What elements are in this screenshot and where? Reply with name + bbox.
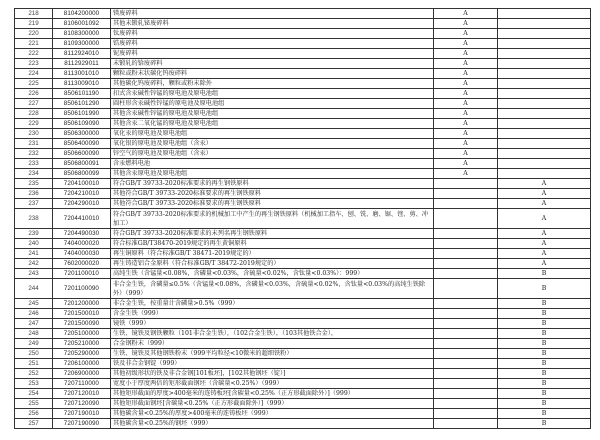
table-row: [15, 259, 591, 269]
table-row: [15, 29, 591, 39]
category-col-a: [434, 259, 498, 269]
category-col-a: [434, 229, 498, 239]
category-col-a: [434, 379, 498, 389]
category-col-b: B: [498, 349, 591, 359]
item-description: 镁废碎料: [111, 9, 434, 19]
table-row: [15, 209, 591, 229]
category-col-b: B: [498, 359, 591, 369]
table-row: [15, 269, 591, 279]
item-description: 高纯生铁（含锰量<0.08%，含磷量<0.03%，含硫量<0.02%，含钛量<0.03%）：999）: [111, 269, 434, 279]
hs-code: 7204100010: [53, 179, 111, 189]
category-col-b: B: [498, 339, 591, 349]
row-number: 236: [15, 189, 53, 199]
item-description: 生铁、镜铁及其他钢铁粉末（999平均粒径<10微米的超细铁粉）: [111, 349, 434, 359]
category-col-b: B: [498, 369, 591, 379]
hs-code: 7404000030: [53, 249, 111, 259]
table-row: [15, 379, 591, 389]
row-number: 257: [15, 419, 53, 429]
category-col-b: [498, 149, 591, 159]
row-number: 251: [15, 359, 53, 369]
category-col-b: B: [498, 379, 591, 389]
row-number: 229: [15, 119, 53, 129]
item-description: 未锻轧的铪废碎料: [111, 59, 434, 69]
table-row: [15, 339, 591, 349]
category-col-a: [434, 369, 498, 379]
hs-code: 8506300000: [53, 129, 111, 139]
category-col-b: [498, 39, 591, 49]
table-row: [15, 419, 591, 429]
item-description: 其他碳含量<0.25%的厚度>400毫米的连铸板坯（999）: [111, 409, 434, 419]
hs-code: 7207120090: [53, 399, 111, 409]
category-col-b: A: [498, 189, 591, 199]
table-row: [15, 279, 591, 299]
category-col-b: B: [498, 409, 591, 419]
row-number: 245: [15, 299, 53, 309]
table-row: [15, 309, 591, 319]
row-number: 224: [15, 69, 53, 79]
item-description: 其他符合GB/T 39733-2020标准要求的再生钢铁原料: [111, 189, 434, 199]
row-number: 232: [15, 149, 53, 159]
category-col-b: B: [498, 269, 591, 279]
row-number: 218: [15, 9, 53, 19]
item-description: 锆废碎料: [111, 39, 434, 49]
category-col-a: [434, 329, 498, 339]
table-row: [15, 119, 591, 129]
table-row: [15, 319, 591, 329]
category-col-b: [498, 19, 591, 29]
row-number: 238: [15, 209, 53, 229]
category-col-b: [498, 99, 591, 109]
item-description: 其他碳化钨废碎料，颗粒或粉末除外: [111, 79, 434, 89]
table-row: [15, 229, 591, 239]
item-description: 宽度小于厚度两倍的矩形截面钢坯（含碳量<0.25%）（999）: [111, 379, 434, 389]
category-col-b: B: [498, 319, 591, 329]
item-description: 氧化汞的原电池及原电池组: [111, 129, 434, 139]
hs-code: 7404000020: [53, 239, 111, 249]
item-description: 其他含汞二氧化锰的原电池及原电池组: [111, 119, 434, 129]
category-col-b: B: [498, 399, 591, 409]
category-col-b: A: [498, 199, 591, 209]
hs-code: 7201500090: [53, 319, 111, 329]
hs-code: 7204410010: [53, 209, 111, 229]
item-description: 镜铁（999）: [111, 319, 434, 329]
item-description: 合金钢粉末（999）: [111, 339, 434, 349]
item-description: 其他含汞原电池及原电池组: [111, 169, 434, 179]
hs-code: 7206900000: [53, 369, 111, 379]
item-description: 钛废碎料: [111, 29, 434, 39]
table-row: [15, 399, 591, 409]
table-row: [15, 19, 591, 29]
row-number: 240: [15, 239, 53, 249]
row-number: 219: [15, 19, 53, 29]
row-number: 243: [15, 269, 53, 279]
category-col-b: A: [498, 239, 591, 249]
item-description: 其他初级形状的铁及非合金钢[101板坯]，[102其他钢坯（锭）]: [111, 369, 434, 379]
item-description: 其他未锻轧铋废碎料: [111, 19, 434, 29]
table-row: [15, 349, 591, 359]
hs-code: 7204490030: [53, 229, 111, 239]
category-col-b: A: [498, 209, 591, 229]
category-col-b: [498, 59, 591, 69]
category-col-a: A: [434, 109, 498, 119]
category-col-a: A: [434, 159, 498, 169]
category-col-b: [498, 49, 591, 59]
item-description: 颗粒或粉末状碳化钨废碎料: [111, 69, 434, 79]
hs-code: 7207120010: [53, 389, 111, 399]
row-number: 230: [15, 129, 53, 139]
hs-code: 8506101190: [53, 89, 111, 99]
row-number: 226: [15, 89, 53, 99]
hs-code: 8104200000: [53, 9, 111, 19]
table-row: [15, 359, 591, 369]
hs-code: 8106001092: [53, 19, 111, 29]
category-col-a: A: [434, 49, 498, 59]
table-row: [15, 249, 591, 259]
table-row: [15, 79, 591, 89]
row-number: 221: [15, 39, 53, 49]
table-row: [15, 329, 591, 339]
hs-code: 7207190010: [53, 409, 111, 419]
hs-code: 8113001010: [53, 69, 111, 79]
category-col-b: [498, 69, 591, 79]
hs-code: 7206100000: [53, 359, 111, 369]
hs-code: 7602000020: [53, 259, 111, 269]
category-col-b: B: [498, 309, 591, 319]
table-row: [15, 149, 591, 159]
row-number: 256: [15, 409, 53, 419]
category-col-b: [498, 89, 591, 99]
row-number: 228: [15, 109, 53, 119]
table-row: [15, 369, 591, 379]
item-description: 符合GB/T 39733-2020标准要求的机械加工中产生的再生钢铁原料（机械加工指车、刨、铣、磨、锯、锉、剪、冲加工）: [111, 209, 434, 229]
category-col-b: [498, 159, 591, 169]
category-col-b: B: [498, 419, 591, 429]
row-number: 220: [15, 29, 53, 39]
row-number: 231: [15, 139, 53, 149]
hs-code: 7201500010: [53, 309, 111, 319]
category-col-a: [434, 409, 498, 419]
row-number: 237: [15, 199, 53, 209]
hs-code: 8112929011: [53, 59, 111, 69]
item-description: 含汞燃料电池: [111, 159, 434, 169]
row-number: 227: [15, 99, 53, 109]
hs-code: 8108300000: [53, 29, 111, 39]
category-col-a: A: [434, 169, 498, 179]
hs-code: 8113009010: [53, 79, 111, 89]
table-row: [15, 49, 591, 59]
category-col-a: [434, 319, 498, 329]
category-col-a: [434, 359, 498, 369]
category-col-b: A: [498, 229, 591, 239]
category-col-a: [434, 249, 498, 259]
item-description: 其他含汞碱性锌锰的原电池及原电池组: [111, 109, 434, 119]
item-description: 非合金生铁，含磷量≤0.5%（含锰量<0.08%，含磷量<0.03%，含硫量<0.02%，含钛量<0.03%的高纯生铁除外）（999）: [111, 279, 434, 299]
item-description: 圆柱形含汞碱性锌锰的原电池及原电池组: [111, 99, 434, 109]
category-col-a: [434, 339, 498, 349]
table-row: [15, 39, 591, 49]
table-row: [15, 9, 591, 19]
category-col-b: A: [498, 259, 591, 269]
item-description: 其他矩形截面的厚度>400毫米的连铸板坯[含碳量<0.25%（正方形截面除外）]（999）: [111, 389, 434, 399]
category-col-a: [434, 239, 498, 249]
row-number: 235: [15, 179, 53, 189]
category-col-b: [498, 109, 591, 119]
category-col-a: [434, 209, 498, 229]
category-col-a: [434, 269, 498, 279]
category-col-a: A: [434, 29, 498, 39]
table-body: [15, 9, 591, 429]
category-col-b: [498, 129, 591, 139]
category-col-b: A: [498, 179, 591, 189]
table-row: [15, 69, 591, 79]
item-description: 含金生铁（999）: [111, 309, 434, 319]
category-col-a: [434, 279, 498, 299]
item-description: 铁及非合金钢锭（999）: [111, 359, 434, 369]
hs-code: 8506800099: [53, 169, 111, 179]
category-col-b: B: [498, 279, 591, 299]
category-col-b: [498, 169, 591, 179]
hs-code: 8112924010: [53, 49, 111, 59]
category-col-a: [434, 189, 498, 199]
category-col-a: A: [434, 39, 498, 49]
category-col-b: B: [498, 329, 591, 339]
row-number: 247: [15, 319, 53, 329]
category-col-b: A: [498, 249, 591, 259]
category-col-a: A: [434, 59, 498, 69]
row-number: 244: [15, 279, 53, 299]
item-description: 符合GB/T 39733-2020标准要求的未列名再生钢铁原料: [111, 229, 434, 239]
category-col-a: A: [434, 119, 498, 129]
category-col-a: [434, 179, 498, 189]
table-row: [15, 159, 591, 169]
row-number: 248: [15, 329, 53, 339]
hs-code: 7205100000: [53, 329, 111, 339]
category-col-a: [434, 389, 498, 399]
category-col-b: [498, 139, 591, 149]
hs-code: 8506109090: [53, 119, 111, 129]
item-description: 生铁、镜铁及钢铁颗粒（101非合金生铁），（102合金生铁），（103其他铁合金），: [111, 329, 434, 339]
category-col-a: [434, 419, 498, 429]
row-number: 253: [15, 379, 53, 389]
item-description: 氧化银的原电池及原电池组（含汞）: [111, 139, 434, 149]
table-row: [15, 199, 591, 209]
table-row: [15, 409, 591, 419]
item-description: 符合GB/T 39733-2020标准要求的再生钢铁原料: [111, 179, 434, 189]
category-col-a: A: [434, 129, 498, 139]
row-number: 242: [15, 259, 53, 269]
table-row: [15, 99, 591, 109]
hs-code: 8109300000: [53, 39, 111, 49]
category-col-a: [434, 299, 498, 309]
item-description: 其他碳含量<0.25%的钢坯（999）: [111, 419, 434, 429]
category-col-a: A: [434, 139, 498, 149]
hs-code: 7204290010: [53, 199, 111, 209]
row-number: 225: [15, 79, 53, 89]
category-col-a: A: [434, 19, 498, 29]
row-number: 255: [15, 399, 53, 409]
hs-code: 8506800091: [53, 159, 111, 169]
item-description: 再生铸造铝合金原料（符合标准GB/T 38472-2019规定的）: [111, 259, 434, 269]
category-col-a: A: [434, 79, 498, 89]
item-description: 扣式含汞碱性锌锰的原电池及原电池组: [111, 89, 434, 99]
row-number: 239: [15, 229, 53, 239]
table-row: [15, 129, 591, 139]
category-col-a: A: [434, 89, 498, 99]
row-number: 223: [15, 59, 53, 69]
item-description: 其他矩形截面钢坯[含碳量<0.25%（正方形截面除外）]（999）: [111, 399, 434, 409]
hs-code: 7201200000: [53, 299, 111, 309]
hs-code: 8506101990: [53, 109, 111, 119]
hs-code: 8506400090: [53, 139, 111, 149]
category-col-a: [434, 309, 498, 319]
hs-code: 7207190090: [53, 419, 111, 429]
category-col-b: B: [498, 299, 591, 309]
category-col-a: A: [434, 69, 498, 79]
table-row: [15, 239, 591, 249]
hs-code: 7204210010: [53, 189, 111, 199]
category-col-b: [498, 79, 591, 89]
item-description: 再生铜原料（符合标准GB/T 38471-2019规定的）: [111, 249, 434, 259]
item-description: 符合标准GB/T38470-2019规定的再生黄铜原料: [111, 239, 434, 249]
row-number: 250: [15, 349, 53, 359]
category-col-a: A: [434, 99, 498, 109]
table-row: [15, 109, 591, 119]
row-number: 254: [15, 389, 53, 399]
hs-code: 8506101290: [53, 99, 111, 109]
hs-code: 7201100090: [53, 279, 111, 299]
item-description: 非合金生铁，按重量计含磷量>0.5%（999）: [111, 299, 434, 309]
item-description: 铌废碎料: [111, 49, 434, 59]
row-number: 241: [15, 249, 53, 259]
item-description: 其他符合GB/T 39733-2020标准要求的再生钢铁原料: [111, 199, 434, 209]
hs-code: 7205290000: [53, 349, 111, 359]
hs-code: 8506600090: [53, 149, 111, 159]
category-col-b: [498, 119, 591, 129]
table-row: [15, 179, 591, 189]
table-row: [15, 89, 591, 99]
category-col-b: [498, 9, 591, 19]
table-row: [15, 169, 591, 179]
row-number: 249: [15, 339, 53, 349]
row-number: 222: [15, 49, 53, 59]
waste-import-catalog-table: [14, 8, 591, 429]
table-row: [15, 389, 591, 399]
row-number: 233: [15, 159, 53, 169]
row-number: 252: [15, 369, 53, 379]
category-col-a: [434, 349, 498, 359]
table-row: [15, 139, 591, 149]
hs-code: 7205210000: [53, 339, 111, 349]
hs-code: 7207110000: [53, 379, 111, 389]
table-row: [15, 299, 591, 309]
category-col-a: A: [434, 9, 498, 19]
table-row: [15, 189, 591, 199]
category-col-b: B: [498, 389, 591, 399]
table-row: [15, 59, 591, 69]
category-col-b: [498, 29, 591, 39]
row-number: 246: [15, 309, 53, 319]
hs-code: 7201100010: [53, 269, 111, 279]
row-number: 234: [15, 169, 53, 179]
category-col-a: A: [434, 149, 498, 159]
category-col-a: [434, 399, 498, 409]
item-description: 锌空气的原电池及原电池组（含汞）: [111, 149, 434, 159]
category-col-a: [434, 199, 498, 209]
